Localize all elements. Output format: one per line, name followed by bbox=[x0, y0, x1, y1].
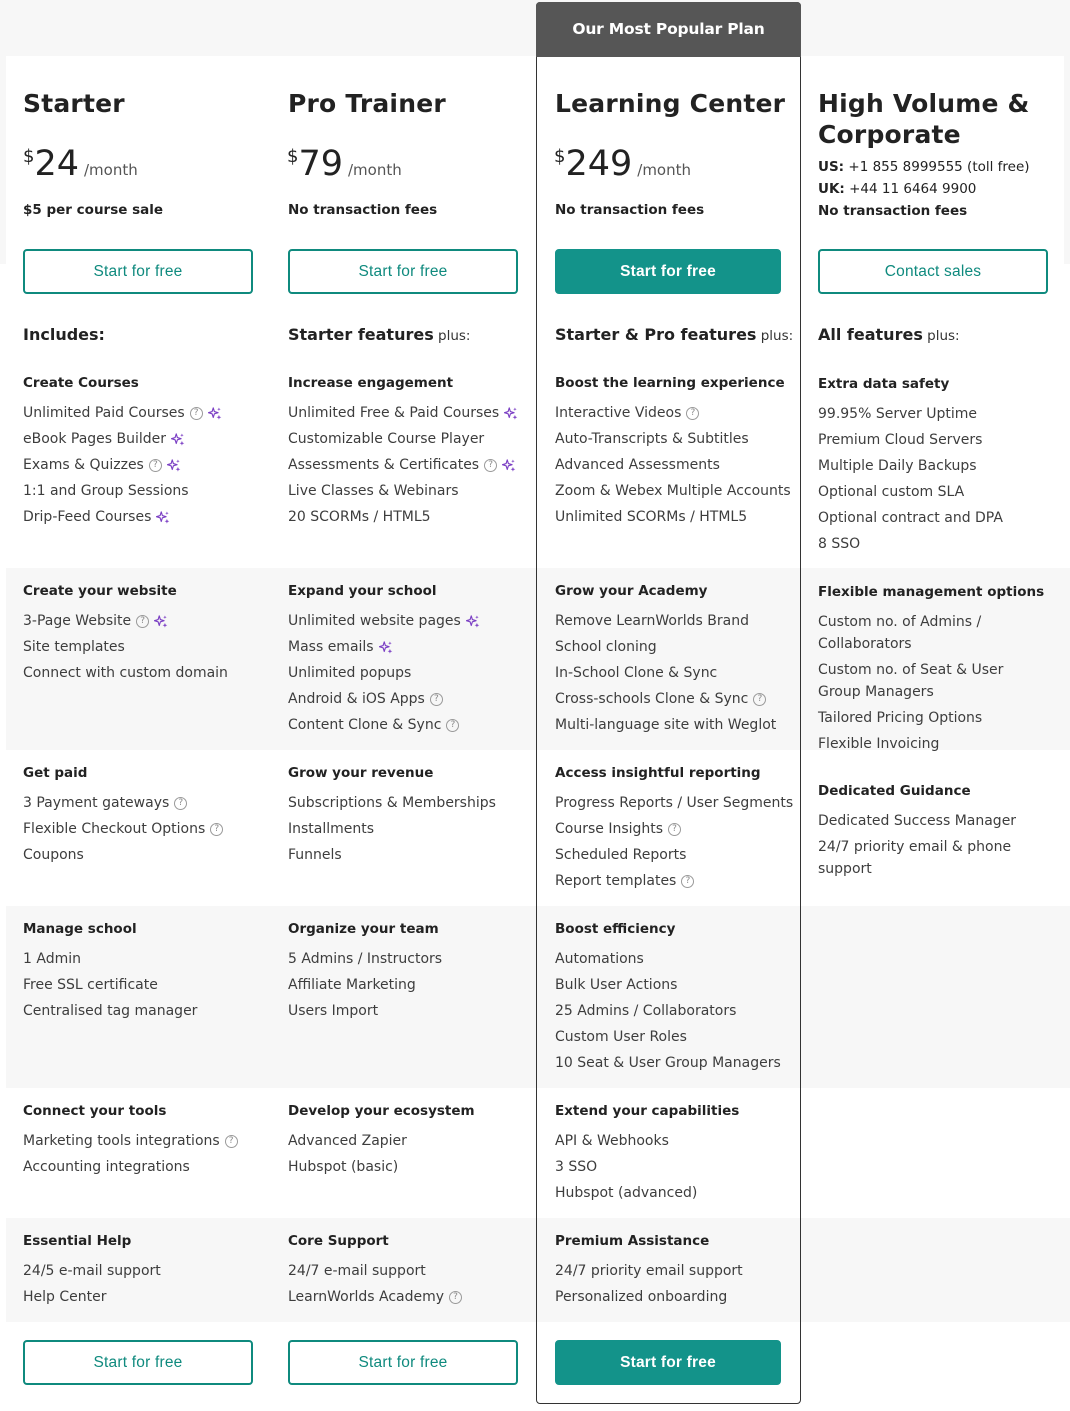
feature-item bbox=[288, 636, 528, 658]
feature-item bbox=[555, 1000, 795, 1022]
feature-item-label: Customizable Course Player bbox=[288, 431, 485, 447]
feature-item bbox=[555, 636, 795, 658]
price-amount: 249 bbox=[565, 144, 633, 184]
side-band-left bbox=[0, 56, 6, 264]
feature-item bbox=[555, 870, 795, 892]
feature-item-label: Subscriptions & Memberships bbox=[288, 795, 496, 811]
phone-us-number[interactable]: +1 855 8999555 (toll free) bbox=[844, 159, 1030, 175]
feature-item bbox=[23, 506, 263, 528]
feature-section bbox=[23, 374, 263, 532]
feature-item bbox=[23, 402, 263, 424]
help-icon[interactable]: ? bbox=[174, 797, 187, 810]
start-for-free-button-starter[interactable]: Start for free bbox=[23, 249, 253, 294]
feature-item-label: Flexible Checkout Options bbox=[23, 821, 206, 837]
feature-item bbox=[288, 948, 528, 970]
phone-uk-number[interactable]: +44 11 6464 9900 bbox=[844, 180, 977, 197]
feature-item bbox=[818, 810, 1048, 832]
feature-item-label: Multiple Daily Backups bbox=[818, 458, 977, 474]
feature-item-label: Automations bbox=[555, 951, 644, 967]
feature-item bbox=[555, 1182, 795, 1204]
includes-suffix: plus: bbox=[756, 328, 794, 344]
feature-item bbox=[23, 1260, 263, 1282]
help-icon[interactable]: ? bbox=[446, 719, 459, 732]
feature-item-label: Unlimited website pages bbox=[288, 613, 461, 629]
feature-item bbox=[555, 480, 795, 502]
feature-item bbox=[23, 818, 263, 840]
help-icon[interactable]: ? bbox=[681, 875, 694, 888]
price-starter bbox=[23, 143, 138, 185]
feature-item-label: Auto-Transcripts & Subtitles bbox=[555, 431, 749, 447]
feature-item bbox=[23, 662, 263, 684]
includes-heading-learning-center bbox=[555, 325, 793, 344]
feature-item-label: Installments bbox=[288, 821, 375, 837]
feature-item-label: 20 SCORMs / HTML5 bbox=[288, 509, 431, 525]
feature-item-label: 24/7 priority email support bbox=[555, 1263, 743, 1279]
feature-item-label: Advanced Assessments bbox=[555, 457, 720, 473]
feature-item bbox=[555, 1130, 795, 1152]
feature-item-label: Exams & Quizzes bbox=[23, 457, 144, 473]
feature-item-label: Personalized onboarding bbox=[555, 1289, 728, 1305]
price-period: /month bbox=[348, 161, 402, 179]
help-icon[interactable]: ? bbox=[484, 459, 497, 472]
includes-label: Starter & Pro features bbox=[555, 325, 757, 344]
feature-item-label: Cross-schools Clone & Sync bbox=[555, 691, 749, 707]
feature-item bbox=[288, 974, 528, 996]
plan-name-starter: Starter bbox=[23, 89, 125, 118]
feature-section bbox=[555, 582, 795, 740]
includes-heading-pro-trainer bbox=[288, 325, 470, 344]
feature-section bbox=[555, 374, 795, 532]
feature-section-title: Boost the learning experience bbox=[555, 375, 785, 391]
ai-sparkle-icon bbox=[171, 432, 185, 446]
start-for-free-button-pro-trainer-bottom[interactable]: Start for free bbox=[288, 1340, 518, 1385]
feature-item-label: Hubspot (advanced) bbox=[555, 1185, 698, 1201]
feature-item bbox=[555, 454, 795, 476]
feature-item bbox=[23, 1286, 263, 1308]
ai-sparkle-icon bbox=[156, 510, 170, 524]
feature-section-title: Develop your ecosystem bbox=[288, 1103, 475, 1119]
feature-item bbox=[818, 836, 1048, 880]
help-icon[interactable]: ? bbox=[449, 1291, 462, 1304]
feature-section bbox=[818, 782, 1048, 884]
feature-item bbox=[288, 1000, 528, 1022]
feature-item bbox=[555, 844, 795, 866]
feature-item-label: 1 Admin bbox=[23, 951, 81, 967]
feature-item-label: 10 Seat & User Group Managers bbox=[555, 1055, 781, 1071]
feature-item bbox=[23, 636, 263, 658]
feature-item bbox=[23, 974, 263, 996]
feature-section bbox=[288, 1102, 528, 1182]
price-currency: $ bbox=[23, 146, 35, 167]
includes-suffix: plus: bbox=[433, 328, 471, 344]
price-learning-center bbox=[554, 143, 691, 185]
feature-item bbox=[818, 733, 1048, 755]
feature-item bbox=[23, 792, 263, 814]
feature-item-label: Free SSL certificate bbox=[23, 977, 158, 993]
feature-item bbox=[818, 403, 1048, 425]
feature-item-label: Site templates bbox=[23, 639, 125, 655]
phone-us-label: US: bbox=[818, 159, 845, 175]
feature-item bbox=[555, 1052, 795, 1074]
ai-sparkle-icon bbox=[504, 406, 518, 420]
start-for-free-button-starter-bottom[interactable]: Start for free bbox=[23, 1340, 253, 1385]
contact-phones bbox=[818, 157, 1030, 200]
plan-name-learning-center: Learning Center bbox=[555, 89, 786, 118]
feature-item bbox=[288, 610, 528, 632]
feature-item bbox=[288, 1286, 528, 1308]
includes-label: Includes: bbox=[23, 325, 105, 344]
feature-section-title: Extend your capabilities bbox=[555, 1103, 740, 1119]
feature-section-title: Core Support bbox=[288, 1233, 389, 1249]
feature-section-title: Boost efficiency bbox=[555, 921, 676, 937]
feature-item-label: 24/7 priority email & phone support bbox=[818, 839, 1012, 877]
feature-item-label: Mass emails bbox=[288, 639, 374, 655]
ai-sparkle-icon bbox=[167, 458, 181, 472]
feature-item bbox=[555, 662, 795, 684]
feature-item bbox=[288, 688, 528, 710]
feature-section bbox=[818, 583, 1048, 759]
feature-item bbox=[818, 707, 1048, 729]
help-icon[interactable]: ? bbox=[686, 407, 699, 420]
feature-item-label: Help Center bbox=[23, 1289, 107, 1305]
feature-item bbox=[555, 428, 795, 450]
feature-section-title: Connect your tools bbox=[23, 1103, 167, 1119]
feature-item bbox=[288, 402, 528, 424]
feature-section bbox=[23, 764, 263, 870]
feature-item bbox=[818, 507, 1048, 529]
feature-item bbox=[818, 533, 1048, 555]
feature-item-label: Unlimited Free & Paid Courses bbox=[288, 405, 500, 421]
feature-item bbox=[818, 455, 1048, 477]
feature-item-label: 1:1 and Group Sessions bbox=[23, 483, 189, 499]
feature-item-label: Coupons bbox=[23, 847, 84, 863]
popular-plan-banner: Our Most Popular Plan bbox=[536, 2, 801, 57]
plan-name-high-volume: High Volume & Corporate bbox=[818, 89, 1030, 149]
feature-item bbox=[23, 480, 263, 502]
feature-item-label: Optional contract and DPA bbox=[818, 510, 1003, 526]
feature-section-title: Get paid bbox=[23, 765, 88, 781]
phone-us bbox=[818, 157, 1030, 179]
help-icon[interactable]: ? bbox=[753, 693, 766, 706]
ai-sparkle-icon bbox=[154, 614, 168, 628]
feature-item-label: eBook Pages Builder bbox=[23, 431, 167, 447]
feature-item-label: API & Webhooks bbox=[555, 1133, 669, 1149]
feature-item-label: Scheduled Reports bbox=[555, 847, 687, 863]
start-for-free-button-learning-center[interactable]: Start for free bbox=[555, 249, 781, 294]
feature-item-label: Unlimited SCORMs / HTML5 bbox=[555, 509, 748, 525]
feature-item-label: Accounting integrations bbox=[23, 1159, 190, 1175]
feature-section bbox=[555, 764, 795, 896]
feature-section-title: Manage school bbox=[23, 921, 137, 937]
feature-item-label: Assessments & Certificates bbox=[288, 457, 480, 473]
feature-section-title: Grow your Academy bbox=[555, 583, 708, 599]
feature-item bbox=[288, 818, 528, 840]
includes-label: All features bbox=[818, 325, 923, 344]
fee-high-volume: No transaction fees bbox=[818, 203, 968, 219]
plan-name-pro-trainer: Pro Trainer bbox=[288, 89, 446, 118]
feature-item bbox=[288, 506, 528, 528]
feature-section bbox=[23, 920, 263, 1026]
help-icon[interactable]: ? bbox=[430, 693, 443, 706]
feature-section-title: Extra data safety bbox=[818, 376, 950, 392]
feature-item bbox=[555, 402, 795, 424]
contact-sales-button[interactable]: Contact sales bbox=[818, 249, 1048, 294]
feature-item-label: Course Insights bbox=[555, 821, 664, 837]
feature-item bbox=[555, 506, 795, 528]
feature-item-label: Optional custom SLA bbox=[818, 484, 965, 500]
feature-item-label: Bulk User Actions bbox=[555, 977, 678, 993]
price-amount: 24 bbox=[34, 144, 79, 184]
feature-section-title: Organize your team bbox=[288, 921, 439, 937]
feature-item-label: Multi-language site with Weglot bbox=[555, 717, 777, 733]
price-amount: 79 bbox=[298, 144, 343, 184]
feature-item bbox=[23, 428, 263, 450]
includes-heading-high-volume bbox=[818, 325, 960, 344]
feature-item-label: 3 Payment gateways bbox=[23, 795, 170, 811]
feature-item bbox=[288, 1156, 528, 1178]
feature-section-title: Premium Assistance bbox=[555, 1233, 710, 1249]
feature-item-label: Advanced Zapier bbox=[288, 1133, 407, 1149]
feature-item-label: Unlimited Paid Courses bbox=[23, 405, 185, 421]
feature-item bbox=[288, 454, 528, 476]
feature-section bbox=[23, 1102, 263, 1182]
feature-item-label: Live Classes & Webinars bbox=[288, 483, 459, 499]
fee-learning-center: No transaction fees bbox=[555, 202, 705, 218]
feature-item bbox=[555, 818, 795, 840]
help-icon[interactable]: ? bbox=[149, 459, 162, 472]
feature-section bbox=[818, 375, 1048, 559]
price-period: /month bbox=[84, 161, 138, 179]
feature-item-label: Progress Reports / User Segments bbox=[555, 795, 794, 811]
feature-item-label: 3-Page Website bbox=[23, 613, 132, 629]
feature-item-label: 8 SSO bbox=[818, 536, 861, 552]
feature-item bbox=[23, 1130, 263, 1152]
feature-section-title: Essential Help bbox=[23, 1233, 132, 1249]
feature-section bbox=[288, 374, 528, 532]
feature-section bbox=[288, 1232, 528, 1312]
feature-item bbox=[555, 948, 795, 970]
feature-item-label: Custom no. of Admins / Collaborators bbox=[818, 614, 982, 652]
feature-item bbox=[288, 714, 528, 736]
feature-section bbox=[555, 1102, 795, 1208]
feature-section-title: Grow your revenue bbox=[288, 765, 434, 781]
feature-section-title: Dedicated Guidance bbox=[818, 783, 971, 799]
feature-item-label: School cloning bbox=[555, 639, 657, 655]
feature-item-label: Custom no. of Seat & User Group Managers bbox=[818, 662, 1004, 700]
feature-section bbox=[288, 920, 528, 1026]
phone-uk-label: UK: bbox=[818, 180, 845, 197]
feature-item bbox=[288, 480, 528, 502]
feature-section-title: Flexible management options bbox=[818, 584, 1045, 600]
feature-item bbox=[818, 429, 1048, 451]
feature-item-label: Connect with custom domain bbox=[23, 665, 228, 681]
feature-item bbox=[555, 610, 795, 632]
feature-section bbox=[23, 582, 263, 688]
feature-item bbox=[288, 662, 528, 684]
feature-item-label: 24/5 e-mail support bbox=[23, 1263, 161, 1279]
feature-item bbox=[555, 974, 795, 996]
feature-item bbox=[555, 714, 795, 736]
feature-item bbox=[555, 1286, 795, 1308]
feature-item bbox=[288, 428, 528, 450]
feature-section bbox=[23, 1232, 263, 1312]
feature-item bbox=[23, 948, 263, 970]
feature-item-label: Interactive Videos bbox=[555, 405, 682, 421]
feature-item bbox=[288, 1260, 528, 1282]
feature-item-label: Hubspot (basic) bbox=[288, 1159, 399, 1175]
help-icon[interactable]: ? bbox=[190, 407, 203, 420]
includes-heading-starter bbox=[23, 325, 105, 344]
feature-item-label: Funnels bbox=[288, 847, 342, 863]
ai-sparkle-icon bbox=[208, 406, 222, 420]
top-band bbox=[0, 0, 1070, 56]
feature-item-label: Custom User Roles bbox=[555, 1029, 687, 1045]
feature-item bbox=[818, 611, 1048, 655]
includes-label: Starter features bbox=[288, 325, 434, 344]
feature-item bbox=[23, 610, 263, 632]
feature-item bbox=[23, 454, 263, 476]
feature-item-label: Zoom & Webex Multiple Accounts bbox=[555, 483, 791, 499]
feature-item bbox=[23, 1156, 263, 1178]
feature-item-label: 5 Admins / Instructors bbox=[288, 951, 443, 967]
help-icon[interactable]: ? bbox=[210, 823, 223, 836]
feature-section-title: Create your website bbox=[23, 583, 177, 599]
feature-item-label: Dedicated Success Manager bbox=[818, 813, 1017, 829]
feature-item bbox=[288, 844, 528, 866]
feature-item-label: Remove LearnWorlds Brand bbox=[555, 613, 749, 629]
price-period: /month bbox=[637, 161, 692, 179]
feature-item-label: Content Clone & Sync bbox=[288, 717, 442, 733]
feature-item bbox=[288, 1130, 528, 1152]
feature-section-title: Increase engagement bbox=[288, 375, 454, 391]
feature-item bbox=[818, 659, 1048, 703]
price-pro-trainer bbox=[287, 143, 402, 185]
feature-item bbox=[288, 792, 528, 814]
feature-item-label: LearnWorlds Academy bbox=[288, 1289, 445, 1305]
price-currency: $ bbox=[287, 146, 299, 167]
price-currency: $ bbox=[554, 146, 566, 167]
fee-pro-trainer: No transaction fees bbox=[288, 202, 438, 218]
feature-item bbox=[818, 481, 1048, 503]
feature-item bbox=[555, 1156, 795, 1178]
side-band-right bbox=[1064, 56, 1070, 264]
phone-uk bbox=[818, 179, 1030, 201]
ai-sparkle-icon bbox=[379, 640, 393, 654]
feature-item-label: Report templates bbox=[555, 873, 677, 889]
start-for-free-button-learning-center-bottom[interactable]: Start for free bbox=[555, 1340, 781, 1385]
feature-item-label: Unlimited popups bbox=[288, 665, 412, 681]
feature-item-label: 99.95% Server Uptime bbox=[818, 406, 977, 422]
start-for-free-button-pro-trainer[interactable]: Start for free bbox=[288, 249, 518, 294]
feature-item-label: Android & iOS Apps bbox=[288, 691, 425, 707]
feature-item bbox=[555, 688, 795, 710]
feature-item bbox=[23, 1000, 263, 1022]
feature-item-label: In-School Clone & Sync bbox=[555, 665, 718, 681]
help-icon[interactable]: ? bbox=[668, 823, 681, 836]
feature-item-label: Tailored Pricing Options bbox=[818, 710, 983, 726]
feature-item-label: Affiliate Marketing bbox=[288, 977, 416, 993]
feature-section-title: Access insightful reporting bbox=[555, 765, 761, 781]
fee-starter: $5 per course sale bbox=[23, 202, 164, 218]
feature-section bbox=[288, 582, 528, 740]
feature-item-label: Premium Cloud Servers bbox=[818, 432, 983, 448]
feature-item-label: 24/7 e-mail support bbox=[288, 1263, 426, 1279]
feature-item bbox=[555, 792, 795, 814]
feature-item-label: Marketing tools integrations bbox=[23, 1133, 220, 1149]
feature-section bbox=[288, 764, 528, 870]
ai-sparkle-icon bbox=[466, 614, 480, 628]
feature-section bbox=[555, 920, 795, 1078]
feature-item-label: Users Import bbox=[288, 1003, 379, 1019]
help-icon[interactable]: ? bbox=[136, 615, 149, 628]
help-icon[interactable]: ? bbox=[225, 1135, 238, 1148]
feature-section bbox=[555, 1232, 795, 1312]
feature-item-label: 3 SSO bbox=[555, 1159, 598, 1175]
feature-item bbox=[555, 1260, 795, 1282]
feature-section-title: Create Courses bbox=[23, 375, 139, 391]
feature-item-label: Drip-Feed Courses bbox=[23, 509, 152, 525]
feature-item bbox=[23, 844, 263, 866]
feature-item bbox=[555, 1026, 795, 1048]
feature-item-label: 25 Admins / Collaborators bbox=[555, 1003, 737, 1019]
feature-section-title: Expand your school bbox=[288, 583, 437, 599]
feature-item-label: Flexible Invoicing bbox=[818, 736, 940, 752]
feature-item-label: Centralised tag manager bbox=[23, 1003, 198, 1019]
includes-suffix: plus: bbox=[922, 328, 960, 344]
ai-sparkle-icon bbox=[502, 458, 516, 472]
